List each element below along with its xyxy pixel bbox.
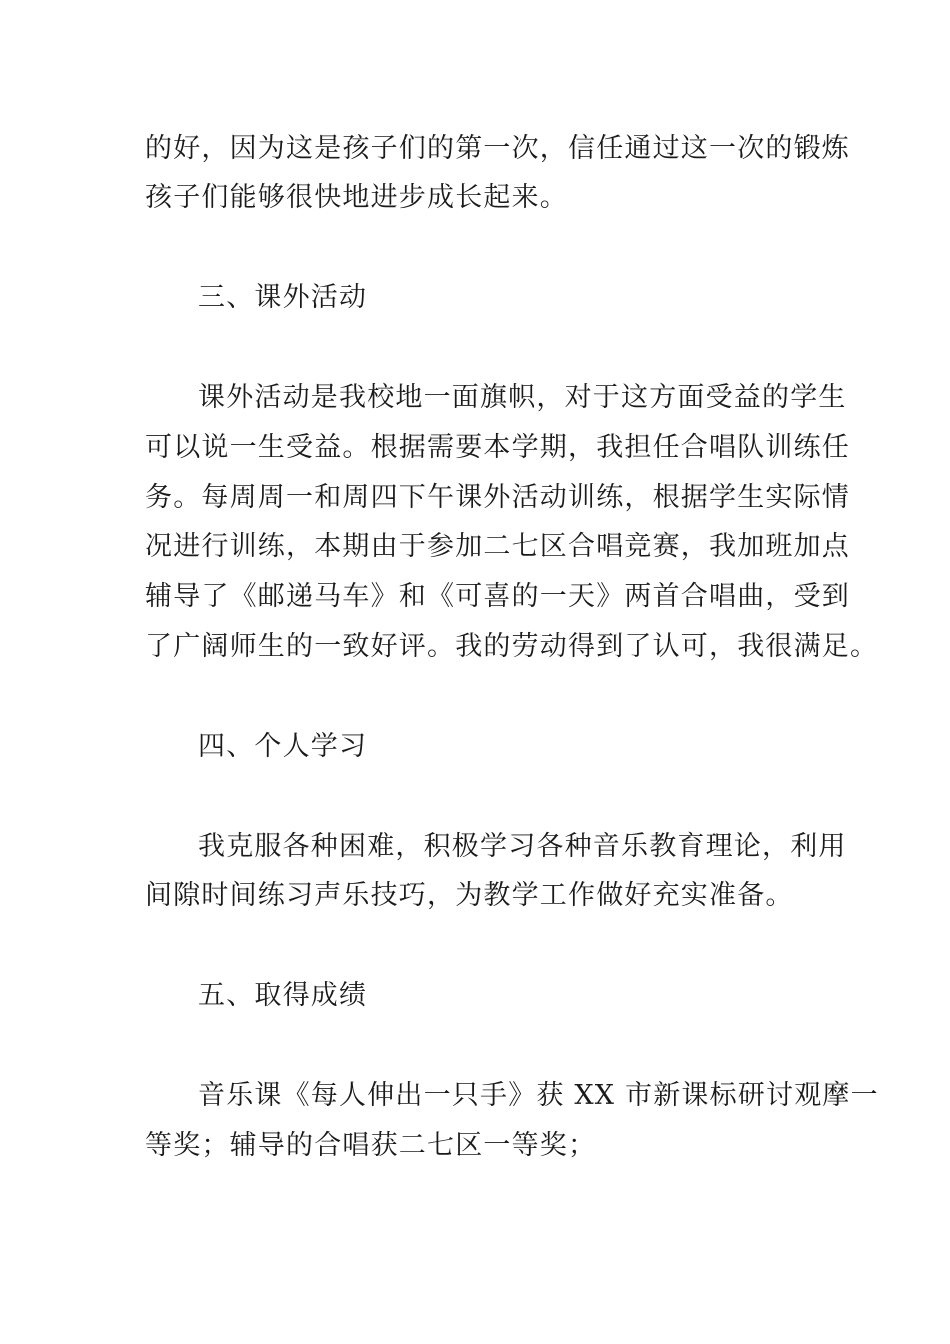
paragraph-line: 可以说一生受益。根据需要本学期，我担任合唱队训练任	[145, 432, 850, 463]
paragraph-line: 音乐课《每人伸出一只手》获 XX 市新课标研讨观摩一	[198, 1080, 879, 1111]
paragraph-line: 辅导了《邮递马车》和《可喜的一天》两首合唱曲，受到	[145, 581, 850, 612]
paragraph-line: 间隙时间练习声乐技巧，为教学工作做好充实准备。	[145, 880, 794, 911]
section-heading: 五、取得成绩	[198, 980, 368, 1011]
paragraph-line: 的好，因为这是孩子们的第一次，信任通过这一次的锻炼	[145, 133, 850, 164]
paragraph-line: 课外活动是我校地一面旗帜，对于这方面受益的学生	[198, 382, 847, 413]
paragraph-line: 了广阔师生的一致好评。我的劳动得到了认可，我很满足。	[145, 631, 879, 662]
section-heading: 三、课外活动	[198, 282, 368, 313]
section-heading: 四、个人学习	[198, 731, 368, 762]
paragraph-line: 孩子们能够很快地进步成长起来。	[145, 182, 568, 213]
paragraph-line: 等奖；辅导的合唱获二七区一等奖；	[145, 1130, 597, 1161]
paragraph-line: 务。每周周一和周四下午课外活动训练，根据学生实际情	[145, 482, 850, 513]
paragraph-line: 我克服各种困难，积极学习各种音乐教育理论，利用	[198, 831, 847, 862]
paragraph-line: 况进行训练，本期由于参加二七区合唱竞赛，我加班加点	[145, 531, 850, 562]
